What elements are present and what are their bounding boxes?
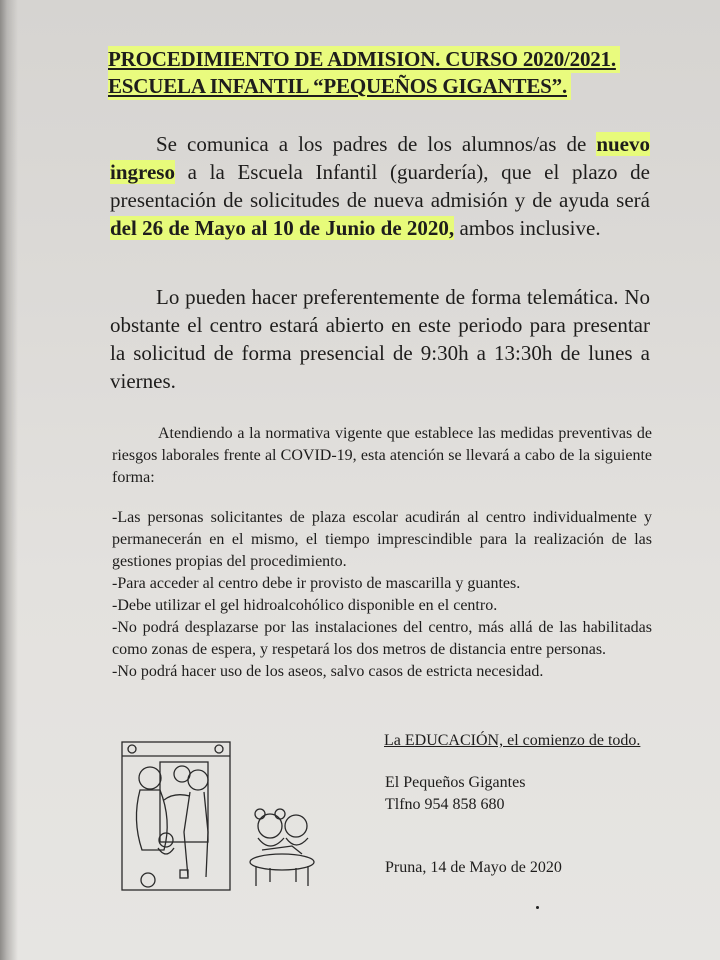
signature-name: El Pequeños Gigantes	[385, 774, 526, 791]
signature-phone: Tlfno 954 858 680	[385, 796, 505, 813]
highlight-dates: del 26 de Mayo al 10 de Junio de 2020,	[110, 216, 455, 240]
p1-text-middle: a la Escuela Infantil (guardería), que el plazo de presentación de solicitudes de nueva admisión y de ayuda será	[110, 160, 650, 212]
rule-item: -No podrá desplazarse por las instalaciones del centro, más allá de las habilitadas como zonas de espera, y respetará los dos metros de distancia entre personas.	[112, 619, 652, 658]
document-title	[108, 46, 668, 100]
rule-item: -Debe utilizar el gel hidroalcohólico disponible en el centro.	[112, 597, 498, 614]
school-motto: La EDUCACIÓN, el comienzo de todo.	[384, 732, 641, 749]
children-illustration	[120, 740, 330, 900]
rule-item: -Para acceder al centro debe ir provisto de mascarilla y guantes.	[112, 575, 521, 592]
signature-date: Pruna, 14 de Mayo de 2020	[385, 859, 562, 876]
p2-text: Lo pueden hacer preferentemente de forma telemática. No obstante el centro estará abierto en este periodo para presentar la solicitud de forma presencial de 9:30h a 13:30h de lunes a viernes.	[110, 285, 650, 393]
p3-text: Atendiendo a la normativa vigente que establece las medidas preventivas de riesgos laborales frente al COVID-19, esta atención se llevará a cabo de la siguiente forma:	[112, 425, 652, 486]
ink-dot	[536, 906, 539, 909]
rule-item: -Las personas solicitantes de plaza escolar acudirán al centro individualmente y permanecerán en el mismo, el tiempo imprescindible para la realización de las gestiones propias del procedimiento.	[112, 509, 652, 570]
highlight-ingreso: ingreso	[110, 160, 175, 184]
p1-text-start: Se comunica a los padres de los alumnos/as de	[156, 132, 597, 156]
covid-rules-list	[112, 507, 652, 683]
title-line-1: PROCEDIMIENTO DE ADMISION. CURSO 2020/2021.	[108, 46, 620, 73]
title-line-2: ESCUELA INFANTIL “PEQUEÑOS GIGANTES”.	[108, 73, 571, 100]
p1-text-end: ambos inclusive.	[454, 216, 601, 240]
rule-item: -No podrá hacer uso de los aseos, salvo casos de estricta necesidad.	[112, 663, 544, 680]
highlight-nuevo: nuevo	[596, 132, 650, 156]
paragraph-admission-period	[110, 130, 650, 242]
paragraph-covid-intro	[112, 423, 652, 489]
paragraph-submission-method	[110, 283, 650, 395]
